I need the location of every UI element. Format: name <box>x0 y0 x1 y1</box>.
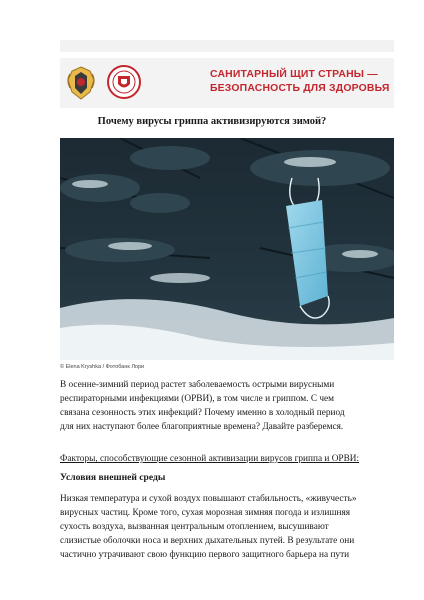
factors-title: Факторы, способствующие сезонной активизации вирусов гриппа и ОРВИ: <box>60 454 360 464</box>
text-line: вирусных частиц. Кроме того, сухая морозная зимняя погода и излишняя <box>60 508 351 518</box>
section-title: Условия внешней среды <box>60 472 166 483</box>
text-line: слизистые оболочки носа и верхних дыхательных путей. В результате они <box>60 536 355 546</box>
conditions-paragraph <box>60 492 394 562</box>
text-line: респираторными инфекциями (ОРВИ), в том числе и гриппом. С чем <box>60 394 335 404</box>
mask-on-fir-branch-photo <box>60 138 394 360</box>
text-line: связана сезонность этих инфекций? Почему именно в холодный период <box>60 408 345 418</box>
header-strip <box>60 40 394 52</box>
banner-title-line: БЕЗОПАСНОСТЬ ДЛЯ ЗДОРОВЬЯ <box>210 83 390 94</box>
text-line: частично утрачивают свою функцию первого защитного барьера на пути <box>60 550 350 560</box>
article-heading: Почему вирусы гриппа активизируются зимой? <box>97 116 327 127</box>
text-line: В осенне-зимний период растет заболеваемость острыми вирусными <box>60 380 335 390</box>
photo-caption: © Elena Kryshka / Фотобанк Лори <box>60 364 145 370</box>
banner <box>60 58 394 108</box>
banner-title <box>210 68 394 96</box>
text-line: Низкая температура и сухой воздух повышают стабильность, «живучесть» <box>60 494 357 504</box>
rospotrebnadzor-logo-icon <box>106 64 142 100</box>
intro-paragraph <box>60 378 394 434</box>
banner-title-line: САНИТАРНЫЙ ЩИТ СТРАНЫ — <box>210 69 378 80</box>
text-line: сухость воздуха, вызванная центральным отоплением, высушивают <box>60 522 329 532</box>
emblem-icon <box>64 64 98 102</box>
text-line: для них наступают более благоприятные времена? Давайте разберемся. <box>60 422 344 432</box>
